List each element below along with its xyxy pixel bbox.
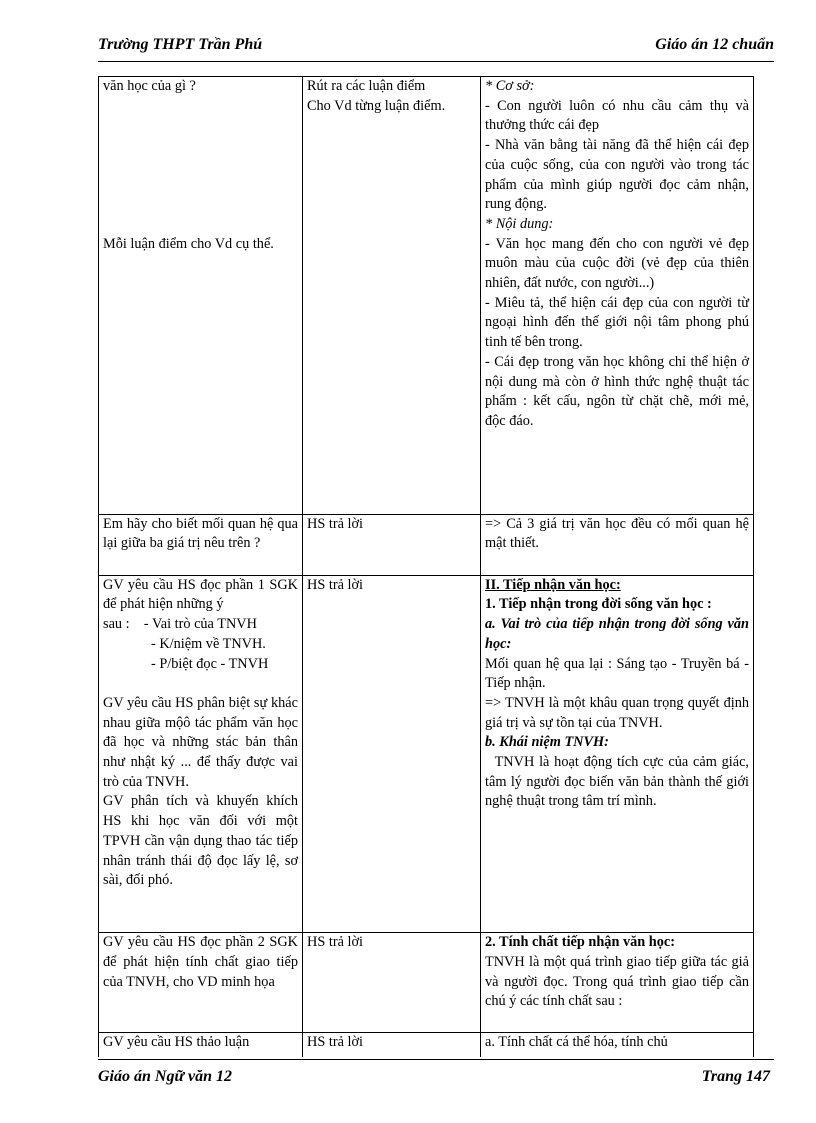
- section-heading: II. Tiếp nhận văn học:: [485, 576, 621, 593]
- paragraph: - Văn học mang đến cho con người vẻ đẹp muôn màu của cuộc đời (vẻ đẹp của thiên nhiên, đất nước, con người...): [485, 235, 749, 292]
- header-rule: [98, 61, 774, 62]
- paragraph: - Nhà văn bằng tài năng đã thể hiện cái đẹp của cuộc sống, của con người vào trong tác phẩm của mình giúp người đọc cảm nhận, rung động.: [485, 137, 749, 213]
- paragraph: - Con người luôn có nhu cầu cảm thụ và thưởng thức cái đẹp: [485, 97, 749, 134]
- content-cell: => Cả 3 giá trị văn học đều có mối quan hệ mật thiết.: [481, 514, 754, 575]
- document-title: Giáo án 12 chuẩn: [655, 36, 774, 53]
- table-row: [99, 575, 754, 933]
- student-activity-cell: HS trả lời: [303, 1033, 481, 1057]
- paragraph: TNVH là hoạt động tích cực của cảm giác, tâm lý người đọc biến văn bản thành thế giới nghệ thuật trong tâm trí mình.: [485, 754, 753, 810]
- cell-text: Cho Vd từng luận điểm.: [307, 97, 446, 114]
- student-activity-cell: HS trả lời: [303, 575, 481, 933]
- school-name: Trường THPT Trần Phú: [98, 36, 263, 53]
- section-heading: a. Vai trò của tiếp nhận trong đời sống văn học:: [485, 616, 749, 652]
- content-cell: [481, 933, 754, 1033]
- subject-name: Giáo án Ngữ văn 12: [98, 1068, 233, 1085]
- paragraph: - Cái đẹp trong văn học không chỉ thể hiện ở nội dung mà còn ở hình thức nghệ thuật tác phẩm : kết cấu, ngôn từ chặt chẽ, mới mẻ, độc đáo.: [485, 353, 749, 429]
- student-activity-cell: HS trả lời: [303, 514, 481, 575]
- table-row: [99, 77, 754, 515]
- cell-text: GV yêu cầu HS phân biệt sự khác nhau giữa mộô tác phẩm văn học đã học và những stác bản thân như nhật ký ... để thấy được vai trò của TNVH.: [103, 694, 298, 790]
- student-activity-cell: HS trả lời: [303, 933, 481, 1033]
- cell-text: - K/niệm về TNVH.: [151, 635, 266, 652]
- table-row: [99, 1033, 754, 1057]
- cell-text: văn học của gì ?: [103, 78, 196, 94]
- paragraph: Mối quan hệ qua lại : Sáng tạo - Truyền bá - Tiếp nhận.: [485, 655, 749, 692]
- table-row: [99, 514, 754, 575]
- section-heading: 1. Tiếp nhận trong đời sống văn học :: [485, 596, 712, 613]
- paragraph: TNVH là một quá trình giao tiếp giữa tác giả và người đọc. Trong quá trình giao tiếp cần chú ý các tính chất sau :: [485, 953, 749, 1010]
- content-cell: [481, 77, 754, 515]
- content-cell: a. Tính chất cá thể hóa, tính chủ: [481, 1033, 754, 1057]
- cell-text: GV phân tích và khuyến khích HS khi học văn đối với một TPVH cần vận dụng thao tác tiếp nhân tránh thái độ đọc lấy lệ, sơ sài, đối phó.: [103, 793, 298, 889]
- cell-text: GV yêu cầu HS đọc phần 1 SGK để phát hiện những ý: [103, 576, 298, 613]
- section-heading: * Cơ sở:: [485, 78, 535, 94]
- teacher-activity-cell: [99, 575, 303, 933]
- section-heading: b. Khái niệm TNVH:: [485, 734, 609, 751]
- teacher-activity-cell: GV yêu cầu HS thảo luận: [99, 1033, 303, 1057]
- teacher-activity-cell: [99, 77, 303, 515]
- teacher-activity-cell: GV yêu cầu HS đọc phần 2 SGK để phát hiện tính chất giao tiếp của TNVH, cho VD minh họa: [99, 933, 303, 1033]
- paragraph: - Miêu tả, thể hiện cái đẹp của con người từ ngoại hình đến thế giới nội tâm phong phú tinh tế bên trong.: [485, 294, 749, 351]
- table-row: [99, 933, 754, 1033]
- paragraph: => TNVH là một khâu quan trọng quyết định giá trị và sự tồn tại của TNVH.: [485, 694, 749, 731]
- page-footer: [98, 1068, 774, 1090]
- content-cell: [481, 575, 754, 933]
- teacher-activity-cell: Em hãy cho biết mối quan hệ qua lại giữa ba giá trị nêu trên ?: [99, 514, 303, 575]
- cell-text: Mỗi luận điểm cho Vd cụ thể.: [103, 235, 274, 252]
- cell-text: Rút ra các luận điểm: [307, 78, 426, 94]
- section-heading: * Nội dung:: [485, 215, 554, 232]
- footer-rule: [98, 1059, 774, 1060]
- lesson-table: [98, 76, 754, 1057]
- cell-text: sau : - Vai trò của TNVH: [103, 616, 257, 633]
- page-number: Trang 147: [701, 1068, 770, 1085]
- student-activity-cell: [303, 77, 481, 515]
- section-heading: 2. Tính chất tiếp nhận văn học:: [485, 934, 676, 951]
- page-header: [98, 36, 774, 58]
- cell-text: - P/biệt đọc - TNVH: [151, 655, 269, 672]
